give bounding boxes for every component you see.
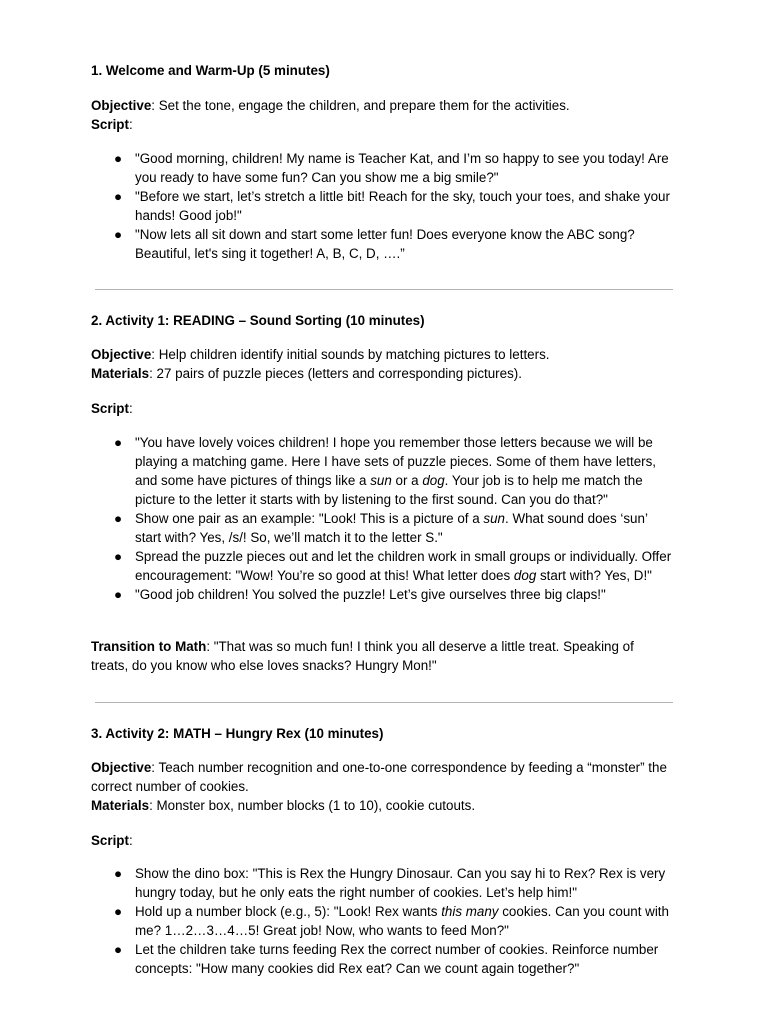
list-item (114, 547, 675, 585)
materials-text: : Monster box, number blocks (1 to 10), cookie cutouts. (149, 798, 476, 813)
list-item-text: "Now lets all sit down and start some letter fun! Does everyone know the ABC song? Beautiful, let's sing it together! A, B, C, D, ….” (135, 227, 635, 261)
bullet-icon: ● (114, 189, 123, 204)
section-3-script (91, 831, 133, 850)
list-item (114, 509, 675, 547)
emphasis-dog: dog (513, 568, 537, 583)
emphasis-dog: dog (422, 473, 445, 488)
list-item (114, 187, 675, 225)
emphasis-sun: sun (483, 511, 505, 526)
emphasis-this-many: this many (441, 904, 499, 919)
list-item-text: . Your job is to help me match the picture to the letter it starts with by listening to the first sound. Can you do that?" (135, 473, 643, 507)
section-1-objective (91, 96, 570, 134)
section-3 (91, 724, 383, 743)
script-label: Script (91, 117, 129, 132)
bullet-icon: ● (114, 587, 123, 602)
objective-text: : Teach number recognition and one-to-one correspondence by feeding a “monster” the correct number of cookies. (91, 760, 667, 794)
objective-text: : Set the tone, engage the children, and prepare them for the activities. (151, 98, 570, 113)
section-2-script (91, 399, 133, 418)
script-colon: : (128, 117, 133, 132)
list-item-text: Let the children take turns feeding Rex the correct number of cookies. Reinforce number concepts: "How many cookies did Rex eat? Can we count again together?" (135, 942, 659, 976)
script-label: Script (91, 833, 129, 848)
list-item-text: start with? Yes, D!" (536, 568, 652, 583)
materials-text: : 27 pairs of puzzle pieces (letters and corresponding pictures). (149, 366, 522, 381)
section-2-heading: 2. Activity 1: READING – Sound Sorting (10 minutes) (91, 313, 425, 328)
script-label: Script (91, 401, 129, 416)
section-1-script-list (91, 149, 675, 263)
list-item (114, 864, 675, 902)
list-item-text: Spread the puzzle pieces out and let the children work in small groups or individually. Offer encouragement: "Wow! You’re so good at this! What letter does (135, 549, 672, 583)
list-item (114, 433, 675, 509)
list-item (114, 585, 675, 604)
script-colon: : (128, 833, 133, 848)
bullet-icon: ● (114, 511, 123, 526)
section-2-meta (91, 345, 550, 383)
list-item (114, 149, 675, 187)
list-item-text: Show one pair as an example: "Look! This is a picture of a (135, 511, 484, 526)
list-item-text: "Before we start, let’s stretch a little bit! Reach for the sky, touch your toes, and shake your hands! Good job!" (135, 189, 670, 223)
section-divider (91, 289, 673, 290)
script-colon: : (128, 401, 133, 416)
section-1 (91, 61, 330, 80)
bullet-icon: ● (114, 904, 123, 919)
transition-label: Transition to Math (91, 639, 207, 654)
section-3-heading: 3. Activity 2: MATH – Hungry Rex (10 minutes) (91, 726, 384, 741)
objective-label: Objective (91, 347, 152, 362)
list-item-text: or a (391, 473, 423, 488)
materials-label: Materials (91, 798, 150, 813)
objective-text: : Help children identify initial sounds by matching pictures to letters. (151, 347, 550, 362)
bullet-icon: ● (114, 549, 123, 564)
section-1-heading: 1. Welcome and Warm-Up (5 minutes) (91, 63, 330, 78)
list-item-text: Show the dino box: "This is Rex the Hungry Dinosaur. Can you say hi to Rex? Rex is very hungry today, but he only eats the right number of cookies. Let’s help him!" (135, 866, 666, 900)
list-item-text: cookies. Can you count with me? 1…2…3…4…5! Great job! Now, who wants to feed Mon?" (135, 904, 669, 938)
section-2-transition (91, 637, 661, 675)
transition-text: : "That was so much fun! I think you all deserve a little treat. Speaking of treats, do you know who else loves snacks? Hungry Mon!" (91, 639, 634, 673)
list-item-text: "Good morning, children! My name is Teacher Kat, and I’m so happy to see you today! Are you ready to have some fun? Can you show me a big smile?" (135, 151, 669, 185)
bullet-icon: ● (114, 227, 123, 242)
bullet-icon: ● (114, 942, 123, 957)
bullet-icon: ● (114, 151, 123, 166)
list-item-text: . What sound does ‘sun’ start with? Yes, /s/! So, we’ll match it to the letter S." (135, 511, 648, 545)
bullet-icon: ● (114, 866, 123, 881)
list-item-text: "Good job children! You solved the puzzle! Let’s give ourselves three big claps!" (135, 587, 606, 602)
list-item-text: "You have lovely voices children! I hope you remember those letters because we will be playing a matching game. Here I have sets of puzzle pieces. Some of them have letters, and some have pictures of things like a (135, 435, 657, 488)
materials-label: Materials (91, 366, 150, 381)
section-2-script-list (91, 433, 675, 604)
emphasis-sun: sun (370, 473, 392, 488)
section-3-meta (91, 758, 671, 815)
section-3-script-list (91, 864, 675, 978)
objective-label: Objective (91, 760, 152, 775)
list-item (114, 225, 675, 263)
section-divider (91, 702, 673, 703)
bullet-icon: ● (114, 435, 123, 450)
list-item (114, 940, 675, 978)
list-item (114, 902, 675, 940)
list-item-text: Hold up a number block (e.g., 5): "Look! Rex wants (135, 904, 442, 919)
section-2 (91, 311, 425, 330)
objective-label: Objective (91, 98, 152, 113)
